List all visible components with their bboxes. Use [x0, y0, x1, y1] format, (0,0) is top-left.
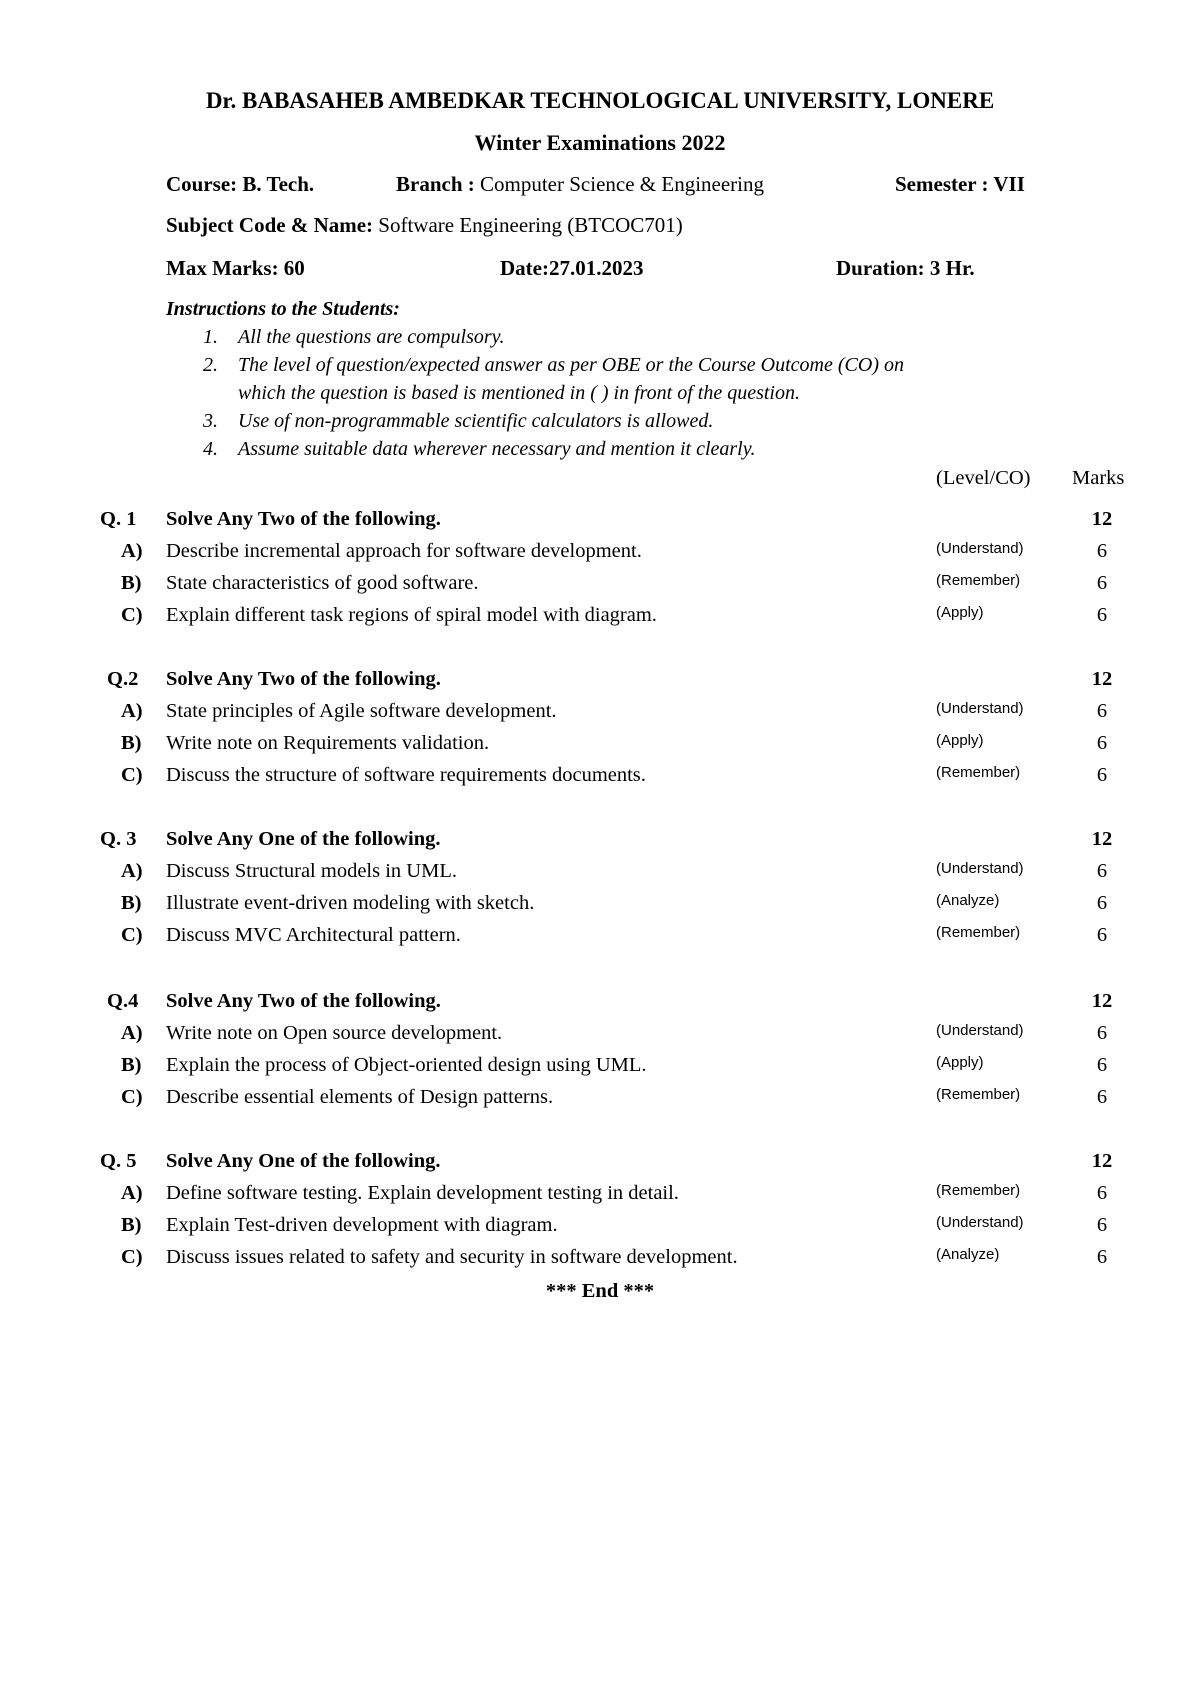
question-title: Solve Any Two of the following.	[166, 990, 441, 1012]
instruction-num: 2.	[203, 354, 218, 376]
part-level: (Analyze)	[936, 892, 1000, 909]
part-label: B)	[121, 732, 142, 754]
part-level: (Apply)	[936, 732, 984, 749]
level-column-header: (Level/CO)	[936, 467, 1031, 489]
part-text: Define software testing. Explain development testing in detail.	[166, 1182, 679, 1204]
part-label: A)	[121, 700, 143, 722]
end-marker: *** End ***	[545, 1280, 655, 1302]
part-label: A)	[121, 860, 143, 882]
university-title: Dr. BABASAHEB AMBEDKAR TECHNOLOGICAL UNIVERSITY, LONERE	[205, 88, 995, 113]
question-marks: 12	[1091, 668, 1113, 690]
instruction-num: 4.	[203, 438, 218, 460]
question-title: Solve Any Two of the following.	[166, 508, 441, 530]
part-text: Explain the process of Object-oriented design using UML.	[166, 1054, 647, 1076]
part-level: (Remember)	[936, 1086, 1021, 1103]
question-marks: 12	[1091, 508, 1113, 530]
part-label: B)	[121, 892, 142, 914]
part-text: Explain Test-driven development with diagram.	[166, 1214, 558, 1236]
semester: Semester : VII	[895, 172, 1025, 196]
question-title: Solve Any One of the following.	[166, 828, 441, 850]
question-title: Solve Any One of the following.	[166, 1150, 441, 1172]
part-text: Write note on Open source development.	[166, 1022, 503, 1044]
part-marks: 6	[1096, 1214, 1108, 1236]
instruction-text: All the questions are compulsory.	[238, 326, 505, 348]
part-label: A)	[121, 1182, 143, 1204]
part-marks: 6	[1096, 540, 1108, 562]
part-marks: 6	[1096, 1182, 1108, 1204]
instruction-num: 3.	[203, 410, 218, 432]
part-level: (Remember)	[936, 572, 1021, 589]
part-level: (Understand)	[936, 1022, 1024, 1039]
subject-value: Software Engineering (BTCOC701)	[378, 213, 683, 237]
question-number: Q. 3	[100, 828, 137, 850]
part-label: B)	[121, 1054, 142, 1076]
part-marks: 6	[1096, 572, 1108, 594]
part-label: C)	[121, 1086, 143, 1108]
instruction-text: Assume suitable data wherever necessary and mention it clearly.	[238, 438, 756, 460]
marks-column-header: Marks	[1072, 467, 1125, 489]
part-text: Discuss Structural models in UML.	[166, 860, 457, 882]
part-marks: 6	[1096, 1054, 1108, 1076]
part-level: (Understand)	[936, 1214, 1024, 1231]
subject	[166, 213, 683, 238]
part-label: C)	[121, 924, 143, 946]
max-marks: Max Marks: 60	[166, 256, 305, 280]
subject-label: Subject Code & Name:	[166, 213, 374, 237]
instruction-num: 1.	[203, 326, 218, 348]
part-marks: 6	[1096, 700, 1108, 722]
question-marks: 12	[1091, 1150, 1113, 1172]
part-level: (Remember)	[936, 1182, 1021, 1199]
part-label: A)	[121, 1022, 143, 1044]
part-marks: 6	[1096, 1246, 1108, 1268]
part-text: State principles of Agile software development.	[166, 700, 557, 722]
question-marks: 12	[1091, 828, 1113, 850]
part-text: Write note on Requirements validation.	[166, 732, 490, 754]
part-text: Discuss MVC Architectural pattern.	[166, 924, 461, 946]
part-marks: 6	[1096, 604, 1108, 626]
part-level: (Understand)	[936, 700, 1024, 717]
part-label: C)	[121, 764, 143, 786]
part-level: (Apply)	[936, 1054, 984, 1071]
part-label: C)	[121, 1246, 143, 1268]
course: Course: B. Tech.	[166, 172, 315, 196]
branch-value: Computer Science & Engineering	[480, 172, 765, 196]
part-marks: 6	[1096, 860, 1108, 882]
instruction-text: which the question is based is mentioned in ( ) in front of the question.	[238, 382, 800, 404]
part-level: (Understand)	[936, 540, 1024, 557]
part-label: B)	[121, 1214, 142, 1236]
part-level: (Apply)	[936, 604, 984, 621]
part-text: Explain different task regions of spiral model with diagram.	[166, 604, 657, 626]
exam-date: Date:27.01.2023	[500, 256, 644, 280]
part-text: Describe incremental approach for software development.	[166, 540, 642, 562]
duration: Duration: 3 Hr.	[836, 256, 975, 280]
part-label: A)	[121, 540, 143, 562]
part-marks: 6	[1096, 1086, 1108, 1108]
question-marks: 12	[1091, 990, 1113, 1012]
part-label: B)	[121, 572, 142, 594]
part-text: Discuss issues related to safety and security in software development.	[166, 1246, 738, 1268]
branch-label: Branch :	[396, 172, 475, 196]
part-label: C)	[121, 604, 143, 626]
question-number: Q.2	[107, 668, 139, 690]
part-marks: 6	[1096, 732, 1108, 754]
instruction-text: Use of non-programmable scientific calculators is allowed.	[238, 410, 714, 432]
part-marks: 6	[1096, 1022, 1108, 1044]
part-text: Discuss the structure of software requirements documents.	[166, 764, 646, 786]
instructions-title: Instructions to the Students:	[166, 298, 400, 320]
part-marks: 6	[1096, 924, 1108, 946]
part-text: State characteristics of good software.	[166, 572, 479, 594]
question-number: Q. 5	[100, 1150, 137, 1172]
part-marks: 6	[1096, 764, 1108, 786]
question-number: Q. 1	[100, 508, 137, 530]
exam-title: Winter Examinations 2022	[474, 130, 726, 155]
branch	[396, 172, 764, 197]
part-marks: 6	[1096, 892, 1108, 914]
instruction-text: The level of question/expected answer as per OBE or the Course Outcome (CO) on	[238, 354, 904, 376]
part-level: (Analyze)	[936, 1246, 1000, 1263]
part-text: Illustrate event-driven modeling with sketch.	[166, 892, 535, 914]
part-text: Describe essential elements of Design patterns.	[166, 1086, 554, 1108]
part-level: (Remember)	[936, 764, 1021, 781]
question-title: Solve Any Two of the following.	[166, 668, 441, 690]
question-number: Q.4	[107, 990, 139, 1012]
part-level: (Remember)	[936, 924, 1021, 941]
part-level: (Understand)	[936, 860, 1024, 877]
